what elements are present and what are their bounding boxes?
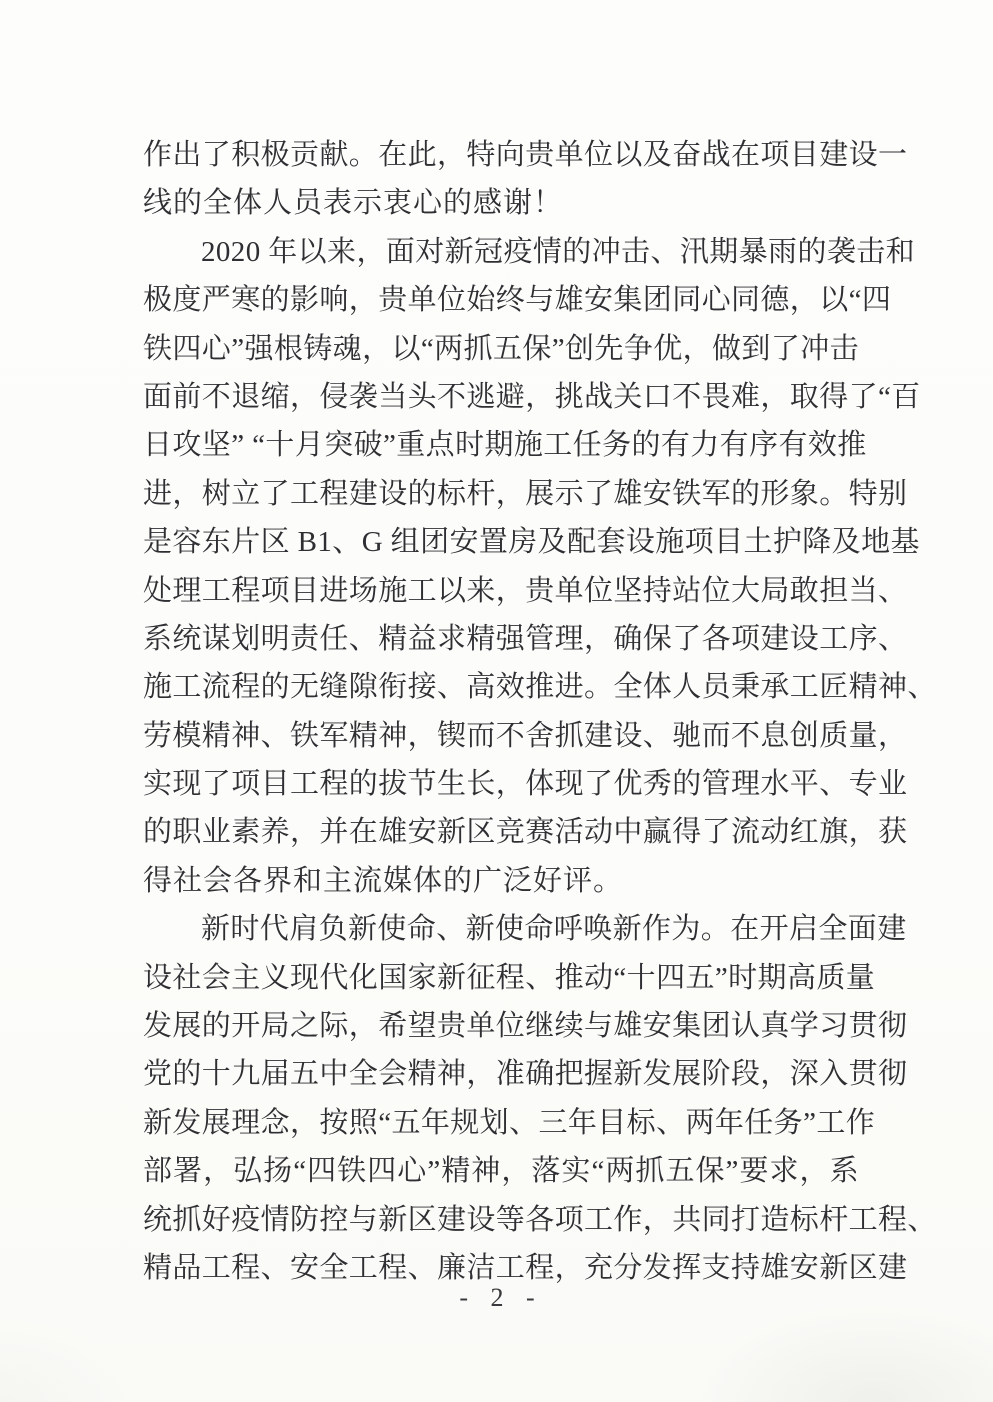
document-body-text (143, 131, 937, 1292)
text-line: 实现了项目工程的拔节生长，体现了优秀的管理水平、专业 (143, 768, 908, 801)
text-line: 得社会各界和主流媒体的广泛好评。 (143, 864, 624, 897)
text-line: 施工流程的无缝隙衔接、高效推进。全体人员秉承工匠精神、 (143, 671, 937, 704)
text-line: 极度严寒的影响，贵单位始终与雄安集团同心同德，以“四 (143, 284, 892, 317)
text-line: 作出了积极贡献。在此，特向贵单位以及奋战在项目建设一 (143, 139, 908, 171)
text-line: 处理工程项目进场施工以来，贵单位坚持站位大局敢担当、 (143, 574, 908, 607)
text-line: 的职业素养，并在雄安新区竞赛活动中赢得了流动红旗，获 (143, 816, 908, 849)
text-line: 统抓好疫情防控与新区建设等各项工作，共同打造标杆工程、 (143, 1203, 937, 1236)
text-line: 线的全体人员表示衷心的感谢！ (143, 187, 564, 220)
text-line: 劳模精神、铁军精神，锲而不舍抓建设、驰而不息创质量， (143, 719, 908, 752)
text-line: 进，树立了工程建设的标杆，展示了雄安铁军的形象。特别 (143, 477, 908, 510)
text-line: 日攻坚” “十月突破”重点时期施工任务的有力有序有效推 (143, 429, 867, 462)
page-footer (143, 1283, 859, 1313)
text-line: 2020 年以来，面对新冠疫情的冲击、汛期暴雨的袭击和 (201, 235, 916, 268)
text-line: 面前不退缩，侵袭当头不逃避，挑战关口不畏难，取得了“百 (143, 380, 921, 413)
text-line: 发展的开局之际，希望贵单位继续与雄安集团认真学习贯彻 (143, 1010, 908, 1043)
text-line: 新时代肩负新使命、新使命呼唤新作为。在开启全面建 (201, 913, 907, 946)
text-line: 铁四心”强根铸魂，以“两抓五保”创先争优，做到了冲击 (143, 332, 860, 365)
text-line: 部署，弘扬“四铁四心”精神，落实“两抓五保”要求，系 (143, 1155, 859, 1188)
text-line: 设社会主义现代化国家新征程、推动“十四五”时期高质量 (143, 961, 876, 994)
text-line: 新发展理念，按照“五年规划、三年目标、两年任务”工作 (143, 1106, 876, 1139)
text-line: 是容东片区 B1、G 组团安置房及配套设施项目土护降及地基 (143, 526, 920, 559)
text-line: 系统谋划明责任、精益求精强管理，确保了各项建设工序、 (143, 622, 908, 655)
page-number: - 2 - (459, 1283, 543, 1312)
text-line: 精品工程、安全工程、廉洁工程，充分发挥支持雄安新区建 (143, 1251, 908, 1284)
text-line: 党的十九届五中全会精神，准确把握新发展阶段，深入贯彻 (143, 1058, 908, 1091)
